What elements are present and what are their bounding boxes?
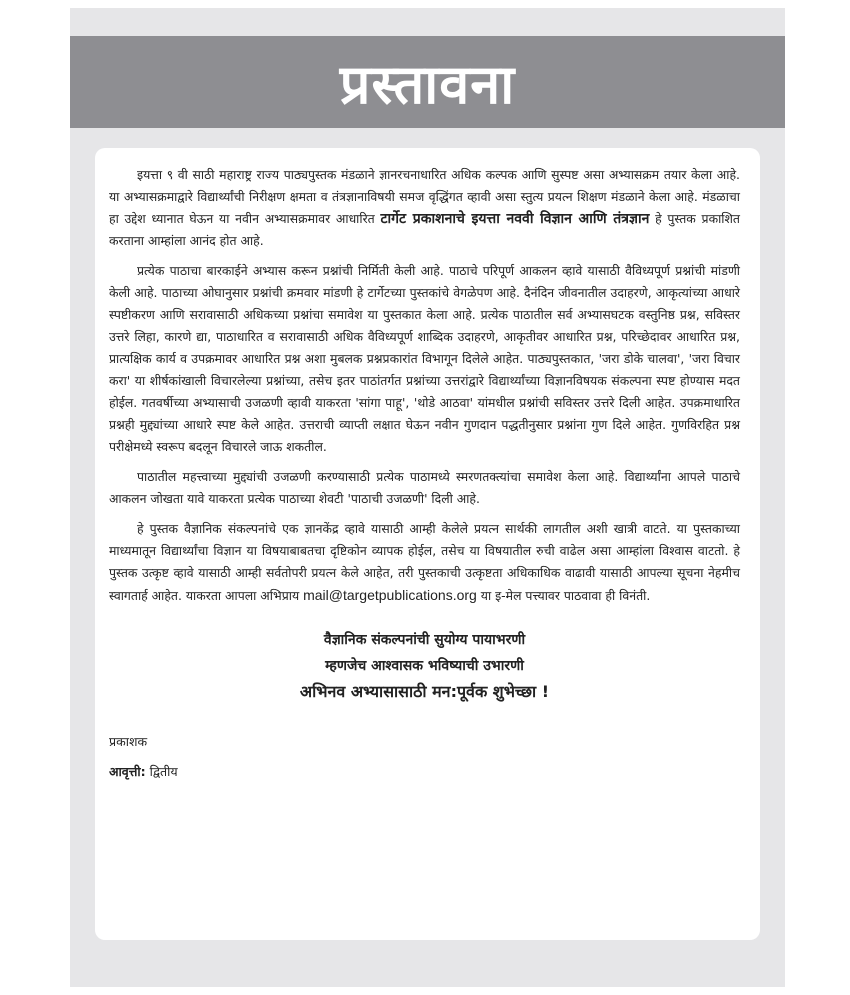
paragraph-questions: प्रत्येक पाठाचा बारकाईने अभ्यास करून प्रश्नांची निर्मिती केली आहे. पाठाचे परिपूर्ण आकलन व्हावे यासाठी वैविध्यपूर्ण प्रश्नांची मांडणी केली आहे. पाठाच्या ओघानुसार प्रश्नांची क्रमवार मांडणी हे टार्गेटच्या पुस्तकांचे वेगळेपण आहे. दैनंदिन जीवनातील उदाहरणे, आकृत्यांच्या आधारे स्पष्टीकरण आणि सरावासाठी अधिकच्या प्रश्नांचा समावेश या पुस्तकात केला आहे. प्रत्येक पाठातील सर्व अभ्यासघटक वस्तुनिष्ठ प्रश्न, सविस्तर उत्तरे लिहा, कारणे द्या, पाठाधारित व सरावासाठी अधिक वैविध्यपूर्ण शाब्दिक उदाहरणे, आकृतीवर आधारित प्रश्न, परिच्छेदावर आधारित प्रश्न, प्रात्यक्षिक कार्य व उपक्रमावर आधारित प्रश्न अशा मुबलक प्रश्नप्रकारांत विभागून दिलेले आहेत. पाठ्यपुस्तकात, 'जरा डोके चालवा', 'जरा विचार करा' या शीर्षकांखाली विचारलेल्या प्रश्नांच्या, तसेच इतर पाठांतर्गत प्रश्नांच्या उत्तरांद्वारे विद्यार्थ्यांच्या विज्ञानविषयक संकल्पना स्पष्ट होण्यास मदत होईल. गतवर्षीच्या अभ्यासाची उजळणी व्हावी याकरता 'सांगा पाहू', 'थोडे आठवा' यांमधील प्रश्नांची सविस्तर उत्तरे दिली आहेत. उपक्रमाधारित प्रश्नही मुद्द्यांच्या आधारे स्पष्ट केले आहेत. उत्तराची व्याप्ती लक्षात घेऊन नवीन गुणदान पद्धतीनुसार प्रश्नांना गुण दिले आहेत. गुणविरहित प्रश्न परीक्षेमध्ये स्वरूप बदलून विचारले जाऊ शकतील.: [109, 263, 740, 454]
closing-line-2: म्हणजेच आश्वासक भविष्याची उभारणी: [325, 658, 524, 674]
document-page: [70, 8, 785, 987]
closing-line-1: वैज्ञानिक संकल्पनांची सुयोग्य पायाभरणी: [323, 632, 526, 648]
paragraph-feedback-text-a: हे पुस्तक वैज्ञानिक संकल्पनांचे एक ज्ञानकेंद्र व्हावे यासाठी आम्ही केलेले प्रयत्न सार्थकी लागतील अशी खात्री वाटते. या पुस्तकाच्या माध्यमातून विद्यार्थ्यांचा विज्ञान या विषयाबाबतचा दृष्टिकोन व्यापक होईल, तसेच या विषयातील रुची वाढेल असा आम्हांला विश्वास वाटतो. हे पुस्तक उत्कृष्ट व्हावे यासाठी आम्ही सर्वतोपरी प्रयत्न केले आहेत, तरी पुस्तकाची उत्कृष्टता अधिकाधिक वाढावी यासाठी आपल्या सूचना नेहमीच स्वागतार्ह आहेत. याकरता आपला अभिप्राय: [109, 521, 740, 603]
email-link[interactable]: mail@targetpublications.org: [303, 587, 477, 603]
edition-value: द्वितीय: [145, 764, 178, 779]
edition-line: [109, 757, 740, 787]
book-title-bold: टार्गेट प्रकाशनाचे इयत्ता नववी विज्ञान आणि तंत्रज्ञान: [380, 211, 650, 227]
edition-label: आवृत्ती:: [109, 764, 146, 779]
paragraph-feedback: [109, 518, 740, 607]
paragraph-feedback-text-b: या इ-मेल पत्त्यावर पाठवावा ही विनंती.: [476, 588, 651, 603]
page-title: प्रस्तावना: [339, 53, 516, 116]
paragraph-intro: [109, 164, 740, 252]
closing-line-3: अभिनव अभ्यासासाठी मन:पूर्वक शुभेच्छा !: [299, 682, 550, 701]
publisher-footer: [109, 727, 740, 787]
title-banner: [70, 36, 785, 128]
paragraph-intro-text-a: इयत्ता ९ वी साठी महाराष्ट्र राज्य पाठ्यपुस्तक मंडळाने ज्ञानरचनाधारित अधिक कल्पक आणि सुस्पष्ट असा अभ्यासक्रम तयार केला आहे. या अभ्यासक्रमाद्वारे विद्यार्थ्यांची निरीक्षण क्षमता व तंत्रज्ञानाविषयी समज वृद्धिंगत व्हावी असा स्तुत्य प्रयत्न शिक्षण मंडळाने केला आहे. मंडळाचा हा उद्देश ध्यानात घेऊन या नवीन अभ्यासक्रमावर आधारित: [109, 167, 740, 226]
publisher-label: प्रकाशक: [109, 734, 148, 749]
closing-message: [109, 627, 740, 705]
paragraph-intro-text-b: हे पुस्तक प्रकाशित करताना आम्हांला आनंद होत आहे.: [109, 211, 740, 248]
content-card: [95, 148, 760, 940]
paragraph-revision: पाठातील महत्त्वाच्या मुद्द्यांची उजळणी करण्यासाठी प्रत्येक पाठामध्ये स्मरणतक्त्यांचा समावेश केला आहे. विद्यार्थ्यांना आपले पाठाचे आकलन जोखता यावे याकरता प्रत्येक पाठाच्या शेवटी 'पाठाची उजळणी' दिली आहे.: [109, 469, 740, 506]
